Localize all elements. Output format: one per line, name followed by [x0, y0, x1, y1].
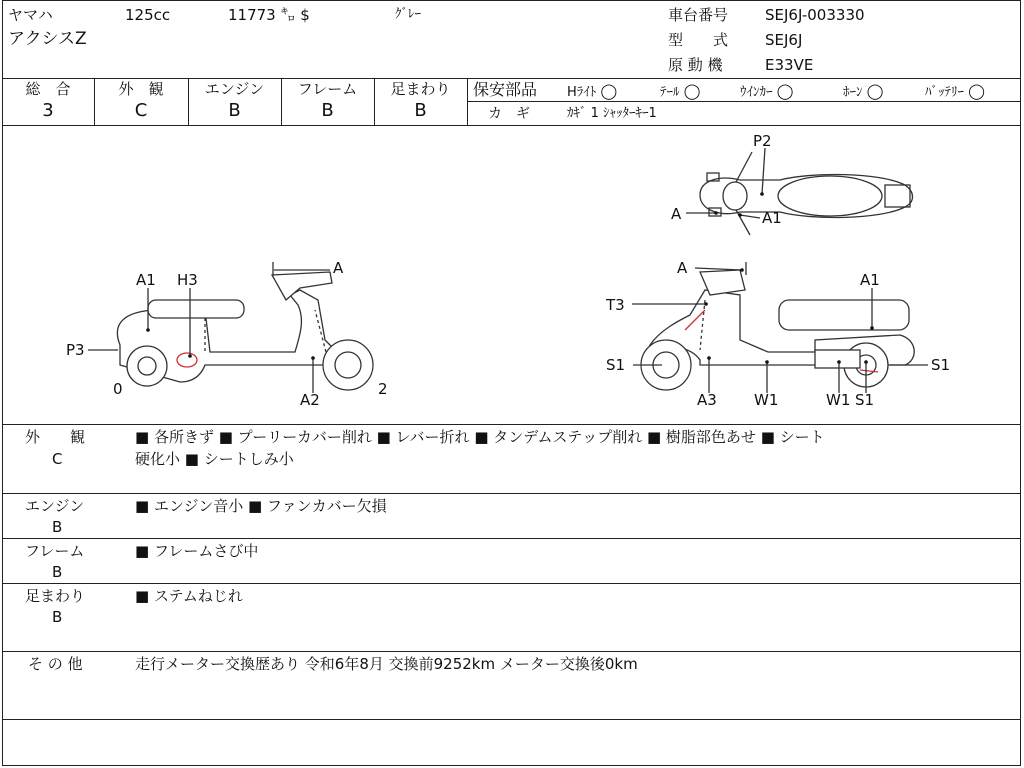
- grade-frame-value: B: [321, 100, 334, 121]
- label-left-a: A: [333, 259, 344, 277]
- label-right-s1-bottom: S1: [855, 391, 875, 409]
- label-left-h3: H3: [177, 271, 198, 289]
- engine-value: E33VE: [765, 56, 814, 74]
- grade-total-label: 総 合: [25, 80, 71, 98]
- label-right-a: A: [677, 259, 688, 277]
- detail-exterior-line-2: 硬化小 ■ シートしみ小: [135, 450, 294, 468]
- color: ｸﾞﾚｰ: [395, 7, 421, 22]
- grade-frame-label: フレーム: [297, 80, 358, 98]
- label-left-0: 0: [113, 380, 123, 398]
- frame-no-label: 車台番号: [668, 6, 729, 24]
- detail-engine-grade: B: [52, 518, 63, 536]
- label-right-a1: A1: [860, 271, 880, 289]
- label-left-a2: A2: [300, 391, 320, 409]
- grid-line: [2, 583, 1021, 584]
- detail-frame-grade: B: [52, 563, 63, 581]
- key-value: ｶｷﾞ 1 ｼｬｯﾀｰｷｰ1: [567, 106, 657, 121]
- grid-line: [2, 651, 1021, 652]
- grid-line: [2, 719, 1021, 720]
- grade-engine-value: B: [228, 100, 241, 121]
- mileage: 11773 ㌔ $: [228, 6, 310, 24]
- grid-line: [467, 78, 468, 125]
- label-right-s1-rear: S1: [931, 356, 951, 374]
- safety-item-winker: ｳｲﾝｶｰ ◯: [740, 82, 794, 100]
- label-left-a1: A1: [136, 271, 156, 289]
- detail-frame-line-1: ■ フレームさび中: [135, 542, 259, 560]
- grid-line: [2, 493, 1021, 494]
- label-right-t3: T3: [606, 296, 625, 314]
- label-top-p2: P2: [753, 132, 772, 150]
- grade-total-value: 3: [42, 100, 54, 121]
- label-left-2: 2: [378, 380, 388, 398]
- top-view: [700, 152, 913, 235]
- safety-item-headlight: Hﾗｲﾄ ◯: [567, 82, 618, 100]
- type-label: 型 式: [668, 31, 729, 49]
- grade-engine-label: エンジン: [204, 80, 265, 98]
- safety-item-horn: ﾎｰﾝ ◯: [843, 82, 884, 100]
- model-name: アクシスZ: [8, 29, 87, 49]
- detail-other-category: そ の 他: [28, 655, 83, 673]
- label-right-a3: A3: [697, 391, 717, 409]
- detail-other-line-1: 走行メーター交換歴あり 令和6年8月 交換前9252km メーター交換後0km: [135, 655, 638, 673]
- label-right-w1-mid: W1: [754, 391, 779, 409]
- label-top-a: A: [671, 205, 682, 223]
- detail-engine-category: エンジン: [25, 497, 85, 515]
- label-left-p3: P3: [66, 341, 85, 359]
- grade-exterior-value: C: [134, 100, 148, 121]
- grid-line: [2, 538, 1021, 539]
- grid-line: [2, 424, 1021, 425]
- detail-suspension-line-1: ■ ステムねじれ: [135, 587, 243, 605]
- label-right-s1-front: S1: [606, 356, 626, 374]
- label-right-w1-rear: W1: [826, 391, 851, 409]
- maker: ヤマハ: [8, 6, 53, 24]
- engine-label: 原 動 機: [668, 56, 723, 74]
- frame-no: SEJ6J-003330: [765, 6, 865, 24]
- grade-suspension-value: B: [414, 100, 427, 121]
- grade-exterior-label: 外 観: [118, 80, 164, 98]
- detail-exterior-grade: C: [52, 450, 63, 468]
- detail-frame-category: フレーム: [25, 542, 85, 560]
- displacement: 125cc: [125, 6, 171, 24]
- grade-suspension-label: 足まわり: [390, 80, 451, 98]
- detail-suspension-grade: B: [52, 608, 63, 626]
- safety-item-tail: ﾃｰﾙ ◯: [660, 82, 701, 100]
- detail-engine-line-1: ■ エンジン音小 ■ ファンカバー欠損: [135, 497, 387, 515]
- detail-suspension-category: 足まわり: [25, 587, 86, 605]
- grid-line: [2, 78, 1021, 79]
- safety-item-battery: ﾊﾞｯﾃﾘｰ ◯: [925, 82, 985, 100]
- key-label: カ ギ: [488, 106, 530, 122]
- safety-title: 保安部品: [473, 80, 538, 99]
- detail-exterior-line-1: ■ 各所きず ■ プーリーカバー削れ ■ レバー折れ ■ タンデムステップ削れ ■ 樹脂部色あせ ■ シート: [135, 428, 825, 446]
- label-top-a1: A1: [762, 209, 782, 227]
- type-value: SEJ6J: [765, 31, 803, 49]
- detail-exterior-category: 外 観: [25, 428, 86, 446]
